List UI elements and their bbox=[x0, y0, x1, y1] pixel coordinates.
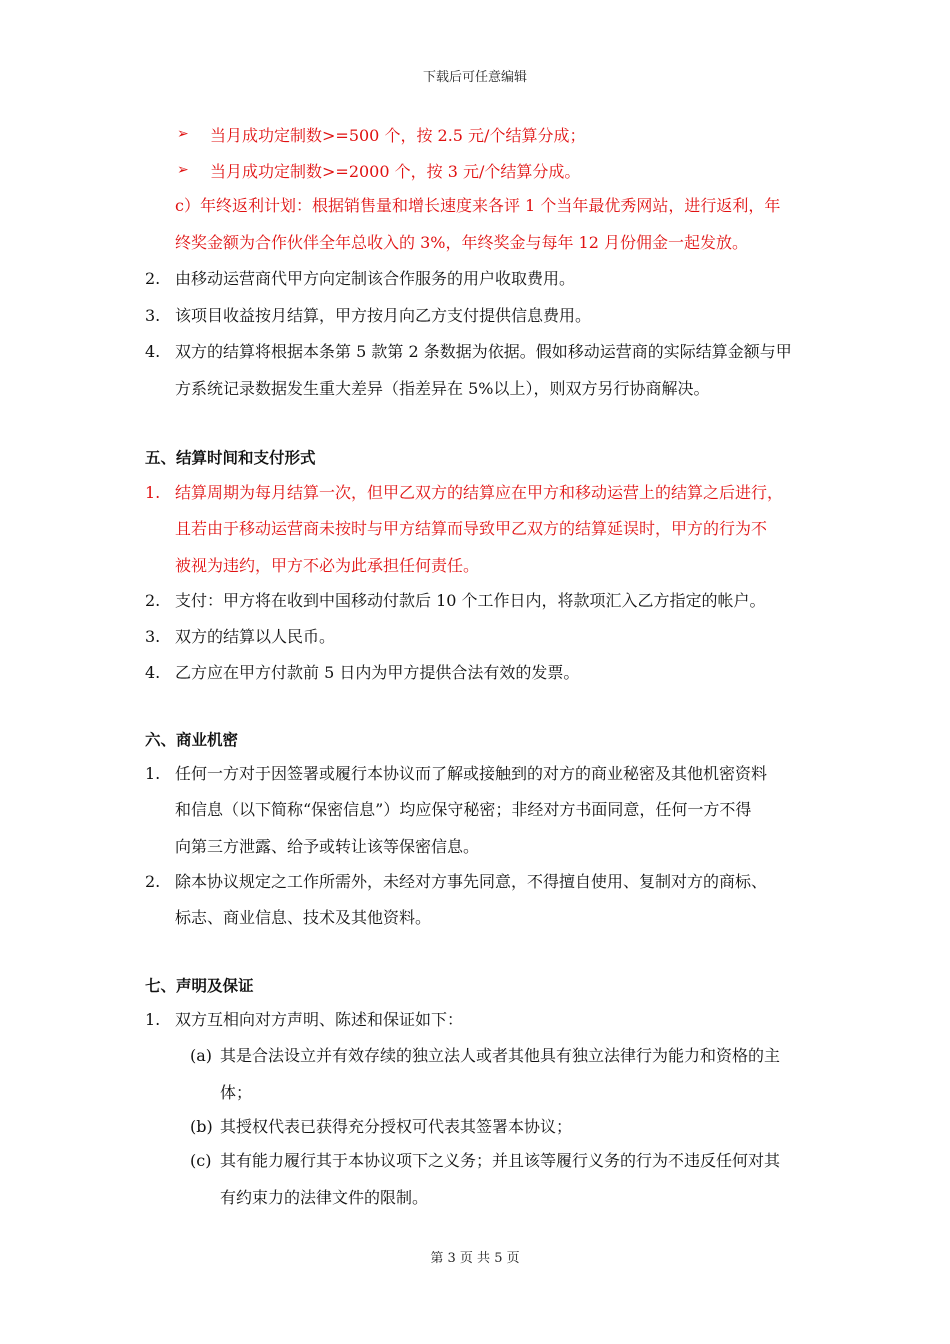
item-line: 向第三方泄露、给予或转让该等保密信息。 bbox=[175, 837, 480, 856]
item-line: 结算周期为每月结算一次，但甲乙双方的结算应在甲方和移动运营上的结算之后进行， bbox=[175, 483, 784, 502]
item-number: 2. bbox=[145, 872, 161, 891]
item-line: 由移动运营商代甲方向定制该合作服务的用户收取费用。 bbox=[175, 269, 576, 288]
subitem-line: 有约束力的法律文件的限制。 bbox=[220, 1188, 429, 1207]
bullet-line: 当月成功定制数>=500 个，按 2.5 元/个结算分成； bbox=[210, 126, 586, 145]
subitem-line: 体； bbox=[220, 1083, 253, 1102]
item-line: 支付：甲方将在收到中国移动付款后 10 个工作日内，将款项汇入乙方指定的帐户。 bbox=[175, 591, 766, 610]
paragraph-line: c）年终返利计划：根据销售量和增长速度来各评 1 个当年最优秀网站，进行返利，年 bbox=[175, 196, 781, 215]
subitem-line: 其授权代表已获得充分授权可代表其签署本协议； bbox=[220, 1117, 573, 1136]
item-line: 该项目收益按月结算，甲方按月向乙方支付提供信息费用。 bbox=[175, 306, 592, 325]
item-line: 方系统记录数据发生重大差异（指差异在 5%以上），则双方另行协商解决。 bbox=[175, 379, 710, 398]
item-number: 1. bbox=[145, 764, 161, 783]
bullet-arrow-icon: ➢ bbox=[177, 126, 189, 142]
item-number: 1. bbox=[145, 483, 161, 502]
subitem-line: 其是合法设立并有效存续的独立法人或者其他具有独立法律行为能力和资格的主 bbox=[220, 1046, 781, 1065]
item-line: 除本协议规定之工作所需外，未经对方事先同意，不得擅自使用、复制对方的商标、 bbox=[175, 872, 768, 891]
subitem-label: (c) bbox=[190, 1151, 212, 1170]
item-line: 且若由于移动运营商未按时与甲方结算而导致甲乙双方的结算延误时，甲方的行为不 bbox=[175, 519, 768, 538]
item-line: 标志、商业信息、技术及其他资料。 bbox=[175, 908, 432, 927]
subitem-line: 其有能力履行其于本协议项下之义务；并且该等履行义务的行为不违反任何对其 bbox=[220, 1151, 781, 1170]
section-heading: 五、结算时间和支付形式 bbox=[145, 449, 316, 467]
item-line: 乙方应在甲方付款前 5 日内为甲方提供合法有效的发票。 bbox=[175, 663, 580, 682]
item-line: 双方的结算将根据本条第 5 款第 2 条数据为依据。假如移动运营商的实际结算金额与甲 bbox=[175, 342, 792, 361]
item-line: 和信息（以下简称“保密信息”）均应保守秘密；非经对方书面同意，任何一方不得 bbox=[175, 800, 752, 819]
item-number: 1. bbox=[145, 1010, 161, 1029]
item-number: 3. bbox=[145, 627, 161, 646]
item-line: 双方的结算以人民币。 bbox=[175, 627, 336, 646]
bullet-line: 当月成功定制数>=2000 个，按 3 元/个结算分成。 bbox=[210, 162, 581, 181]
item-number: 4. bbox=[145, 342, 161, 361]
subitem-label: (b) bbox=[190, 1117, 213, 1136]
item-number: 2. bbox=[145, 269, 161, 288]
item-line: 双方互相向对方声明、陈述和保证如下： bbox=[175, 1010, 464, 1029]
paragraph-line: 终奖金额为合作伙伴全年总收入的 3%，年终奖金与每年 12 月份佣金一起发放。 bbox=[175, 233, 749, 252]
page-footer: 第 3 页 共 5 页 bbox=[430, 1251, 520, 1266]
bullet-arrow-icon: ➢ bbox=[177, 162, 189, 178]
page-header: 下载后可任意编辑 bbox=[422, 70, 527, 85]
item-line: 任何一方对于因签署或履行本协议而了解或接触到的对方的商业秘密及其他机密资料 bbox=[175, 764, 768, 783]
item-number: 2. bbox=[145, 591, 161, 610]
section-heading: 六、商业机密 bbox=[145, 731, 239, 749]
item-number: 4. bbox=[145, 663, 161, 682]
subitem-label: (a) bbox=[190, 1046, 213, 1065]
item-line: 被视为违约，甲方不必为此承担任何责任。 bbox=[175, 556, 480, 575]
item-number: 3. bbox=[145, 306, 161, 325]
section-heading: 七、声明及保证 bbox=[145, 977, 254, 995]
